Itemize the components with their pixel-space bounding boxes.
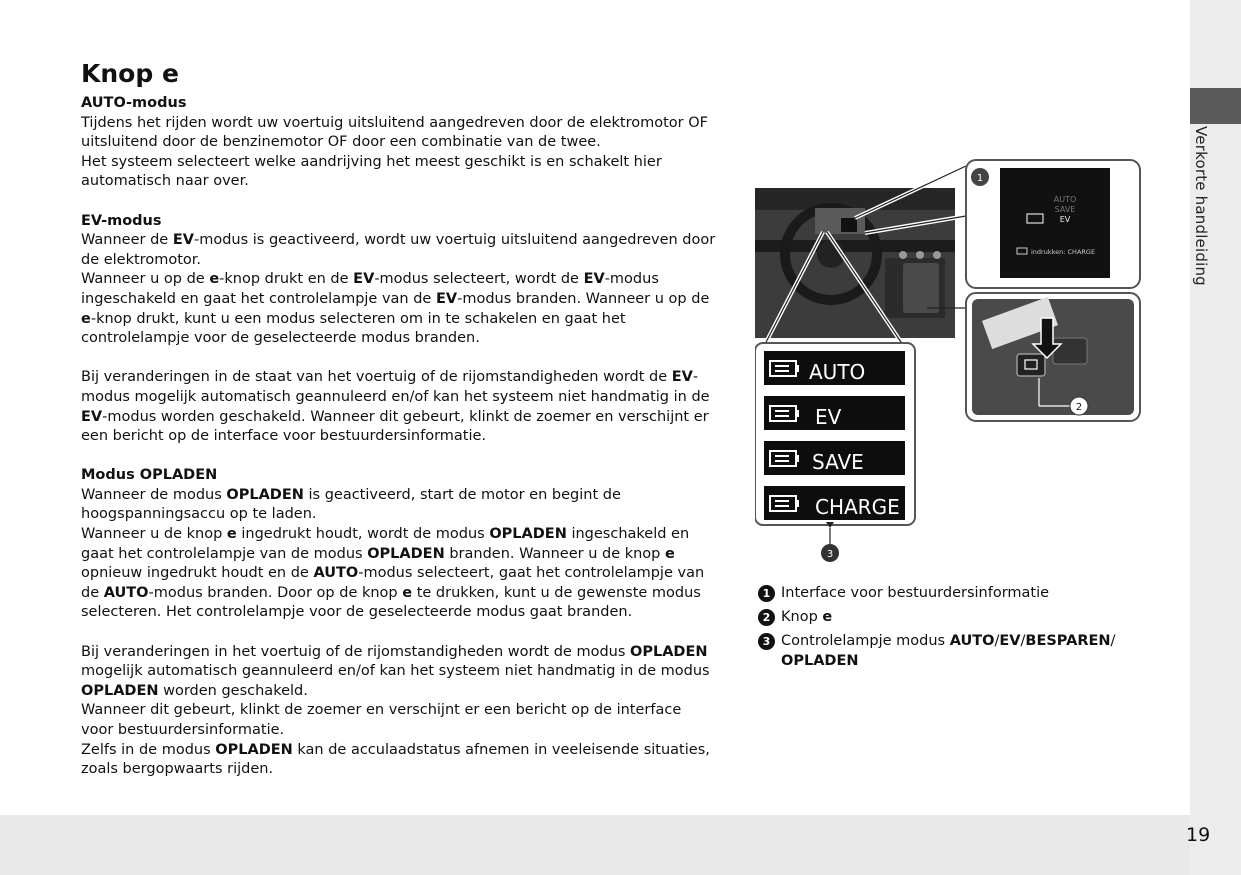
charge-paragraph-2: Wanneer u de knop e ingedrukt houdt, wordt de modus OPLADEN ingeschakeld en gaat het controlelampje van de modus OPLADEN branden. Wanneer u de knop e opnieuw ingedrukt houdt en de AUTO-modus selecteert, gaat het controlelampje van de AUTO-modus branden. Door op de knop e te drukken, kunt u de gewenste modus selecteren. Het controlelampje voor de geselecteerde modus gaat branden. xyxy=(81,526,705,621)
section-tab xyxy=(1190,88,1241,124)
e-button xyxy=(1017,354,1045,376)
charge-paragraph-5: Zelfs in de modus OPLADEN kan de acculaadstatus afnemen in veeleisende situaties, zoals bergopwaarts rijden. xyxy=(81,741,710,778)
display-hint: indrukken: CHARGE xyxy=(1031,248,1096,256)
dashboard-photo xyxy=(755,188,955,338)
legend-item xyxy=(758,607,1138,627)
page-title: Knop e xyxy=(81,59,179,88)
section-title-auto: AUTO-modus xyxy=(81,95,187,111)
legend-item xyxy=(758,631,1138,671)
charge-paragraph-1: Wanneer de modus OPLADEN is geactiveerd, start de motor en begint de hoogspanningsaccu op te laden. xyxy=(81,486,621,523)
legend-item xyxy=(758,583,1138,603)
section-label: Verkorte handleiding xyxy=(1192,126,1210,286)
legend-number: 3 xyxy=(758,633,775,650)
legend-text: Controlelampje modus AUTO/EV/BESPAREN/ OPLADEN xyxy=(781,633,1116,669)
mode-indicator-panel xyxy=(755,343,915,562)
charge-paragraph-3: Bij veranderingen in het voertuig of de rijomstandigheden wordt de modus OPLADEN mogelijk automatisch geannuleerd en/of kan het systeem niet handmatig in de modus OPLADEN worden geschakeld. xyxy=(81,643,710,699)
display-inset xyxy=(966,160,1140,288)
ev-paragraph-3: Bij veranderingen in de staat van het voertuig of de rijomstandigheden wordt de EV-modus mogelijk automatisch geannuleerd en/of kan het systeem niet handmatig in de EV-modus worden geschakeld. Wanneer dit gebeurt, klinkt de zoemer en verschijnt er een bericht op de interface voor bestuurdersinformatie. xyxy=(81,369,710,445)
charge-paragraph-4: Wanneer dit gebeurt, klinkt de zoemer en verschijnt er een bericht op de interface voor bestuurdersinformatie. xyxy=(81,702,682,738)
mode-label-ev: EV xyxy=(815,405,842,429)
display-ev-label: EV xyxy=(1059,215,1071,224)
mode-label-save: SAVE xyxy=(812,450,864,474)
callout-2-number: 2 xyxy=(1075,402,1083,413)
callout-1-number: 1 xyxy=(976,173,984,184)
auto-paragraph-1: Tijdens het rijden wordt uw voertuig uitsluitend aangedreven door de elektromotor OF uitsluitend door de benzinemotor OF door een combinatie van de twee. xyxy=(81,114,709,151)
legend-number: 1 xyxy=(758,585,775,602)
auto-paragraph-2: Het systeem selecteert welke aandrijving het meest geschikt is en schakelt hier automatisch naar over. xyxy=(81,153,662,190)
mode-label-auto: AUTO xyxy=(809,360,866,384)
mode-label-charge: CHARGE xyxy=(815,495,900,519)
figure-legend xyxy=(758,583,1138,675)
ev-paragraph-2: Wanneer u op de e-knop drukt en de EV-modus selecteert, wordt de EV-modus ingeschakeld en gaat het controlelampje van de EV-modus branden. Wanneer u op de e-knop drukt, kunt u een modus selecteren om in te schakelen en gaat het controlelampje voor de geselecteerde modus branden. xyxy=(81,271,710,347)
section-title-charge: Modus OPLADEN xyxy=(81,467,218,484)
main-content xyxy=(81,58,716,780)
dashboard-illustration xyxy=(755,158,1145,568)
ev-paragraph-1: Wanneer de EV-modus is geactiveerd, wordt uw voertuig uitsluitend aangedreven door de elektromotor. xyxy=(81,232,716,268)
legend-text: Interface voor bestuurdersinformatie xyxy=(781,585,1050,601)
button-inset xyxy=(966,293,1140,421)
display-save-label: SAVE xyxy=(1054,205,1076,214)
callout-3-number: 3 xyxy=(826,549,834,560)
legend-number: 2 xyxy=(758,609,775,626)
page-number: 19 xyxy=(1186,824,1211,846)
footer-band xyxy=(0,815,1241,875)
legend-text: Knop e xyxy=(781,609,833,625)
section-title-ev: EV-modus xyxy=(81,212,162,229)
display-auto-label: AUTO xyxy=(1053,195,1077,204)
